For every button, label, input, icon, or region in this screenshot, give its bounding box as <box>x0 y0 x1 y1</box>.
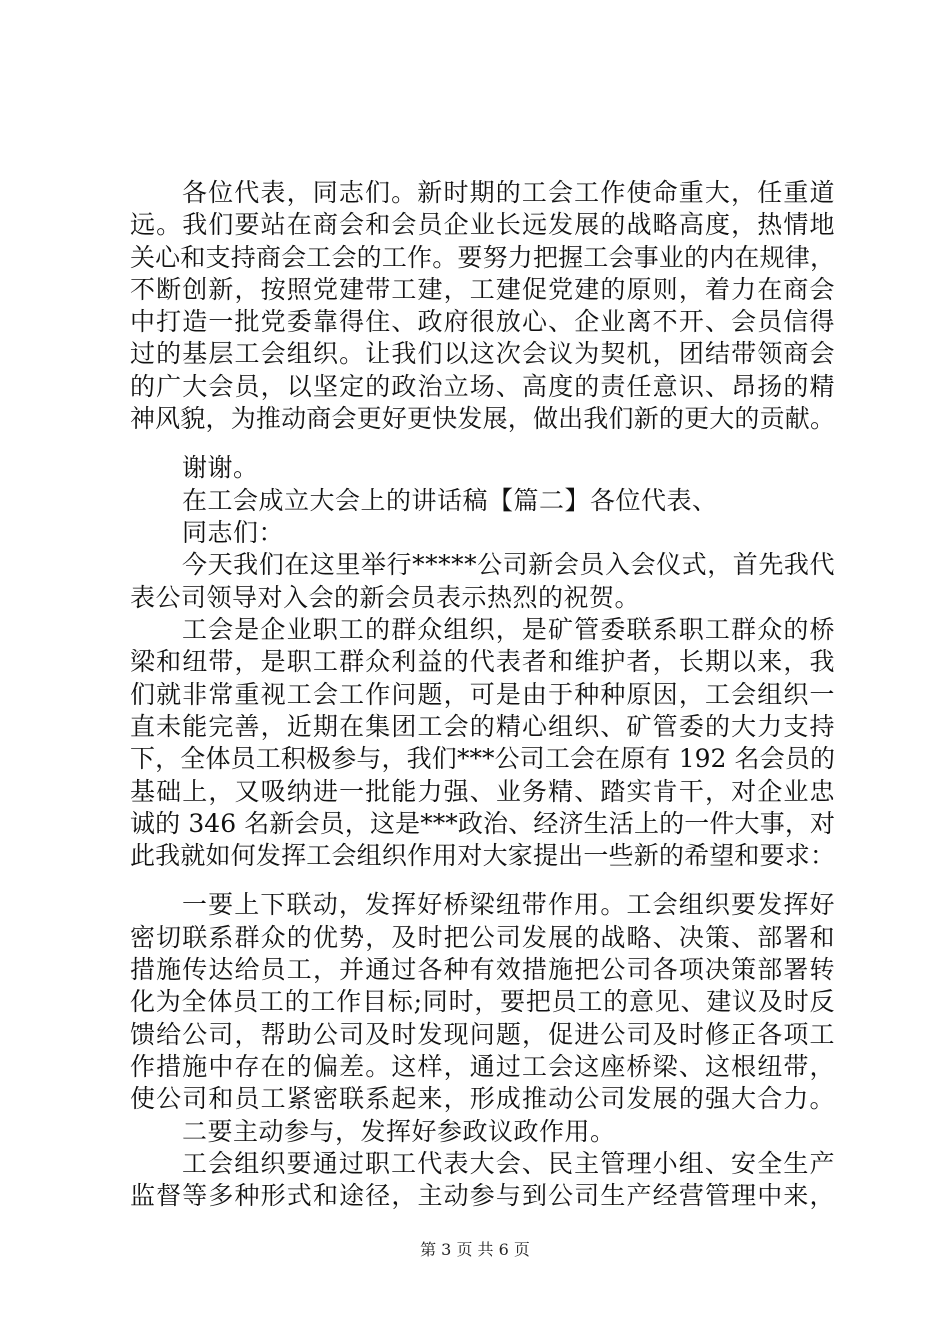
paragraph-line: 馈给公司，帮助公司及时发现问题，促进公司及时修正各项工 <box>130 1020 835 1049</box>
paragraph-line: 工会组织要通过职工代表大会、民主管理小组、安全生产 <box>182 1149 835 1178</box>
paragraph-line: 直未能完善，近期在集团工会的精心组织、矿管委的大力支持 <box>130 712 835 741</box>
paragraph-line: 密切联系群众的优势，及时把公司发展的战略、决策、部署和 <box>130 923 835 952</box>
paragraph-line: 基础上，又吸纳进一批能力强、业务精、踏实肯干，对企业忠 <box>130 777 835 806</box>
paragraph-line: 梁和纽带，是职工群众利益的代表者和维护者，长期以来，我 <box>130 647 835 676</box>
paragraph-line: 远。我们要站在商会和会员企业长远发展的战略高度，热情地 <box>130 210 835 239</box>
paragraph-line: 监督等多种形式和途径，主动参与到公司生产经营管理中来， <box>130 1181 835 1210</box>
section-heading: 在工会成立大会上的讲话稿【篇二】各位代表、 <box>182 486 718 515</box>
paragraph-line: 使公司和员工紧密联系起来，形成推动公司发展的强大合力。 <box>130 1084 835 1113</box>
paragraph-line: 一要上下联动，发挥好桥梁纽带作用。工会组织要发挥好 <box>182 890 835 919</box>
paragraph-line: 谢谢。 <box>182 453 259 482</box>
paragraph-line: 作措施中存在的偏差。这样，通过工会这座桥梁、这根纽带， <box>130 1052 835 1081</box>
page-footer: 第 3 页 共 6 页 <box>420 1240 530 1259</box>
paragraph-line: 过的基层工会组织。让我们以这次会议为契机，团结带领商会 <box>130 339 835 368</box>
paragraph-line: 表公司领导对入会的新会员表示热烈的祝贺。 <box>130 583 641 612</box>
paragraph-line: 神风貌，为推动商会更好更快发展，做出我们新的更大的贡献。 <box>130 404 835 433</box>
paragraph-line: 此我就如何发挥工会组织作用对大家提出一些新的希望和要求： <box>130 841 835 870</box>
paragraph-line: 的广大会员，以坚定的政治立场、高度的责任意识、昂扬的精 <box>130 372 835 401</box>
paragraph-line: 今天我们在这里举行*****公司新会员入会仪式，首先我代 <box>182 550 835 579</box>
paragraph-line: 下，全体员工积极参与，我们***公司工会在原有 192 名会员的 <box>130 744 835 773</box>
paragraph-line: 同志们： <box>182 518 285 547</box>
paragraph-line: 化为全体员工的工作目标;同时，要把员工的意见、建议及时反 <box>130 987 835 1016</box>
paragraph-line: 关心和支持商会工会的工作。要努力把握工会事业的内在规律， <box>130 243 835 272</box>
paragraph-line: 二要主动参与，发挥好参政议政作用。 <box>182 1117 616 1146</box>
paragraph-line: 诚的 346 名新会员，这是***政治、经济生活上的一件大事，对 <box>130 809 835 838</box>
paragraph-line: 不断创新，按照党建带工建，工建促党建的原则，着力在商会 <box>130 275 835 304</box>
paragraph-line: 各位代表，同志们。新时期的工会工作使命重大，任重道 <box>182 178 835 207</box>
paragraph-line: 中打造一批党委靠得住、政府很放心、企业离不开、会员信得 <box>130 307 835 336</box>
paragraph-line: 措施传达给员工，并通过各种有效措施把公司各项决策部署转 <box>130 955 835 984</box>
paragraph-line: 工会是企业职工的群众组织，是矿管委联系职工群众的桥 <box>182 615 835 644</box>
paragraph-line: 们就非常重视工会工作问题，可是由于种种原因，工会组织一 <box>130 680 835 709</box>
